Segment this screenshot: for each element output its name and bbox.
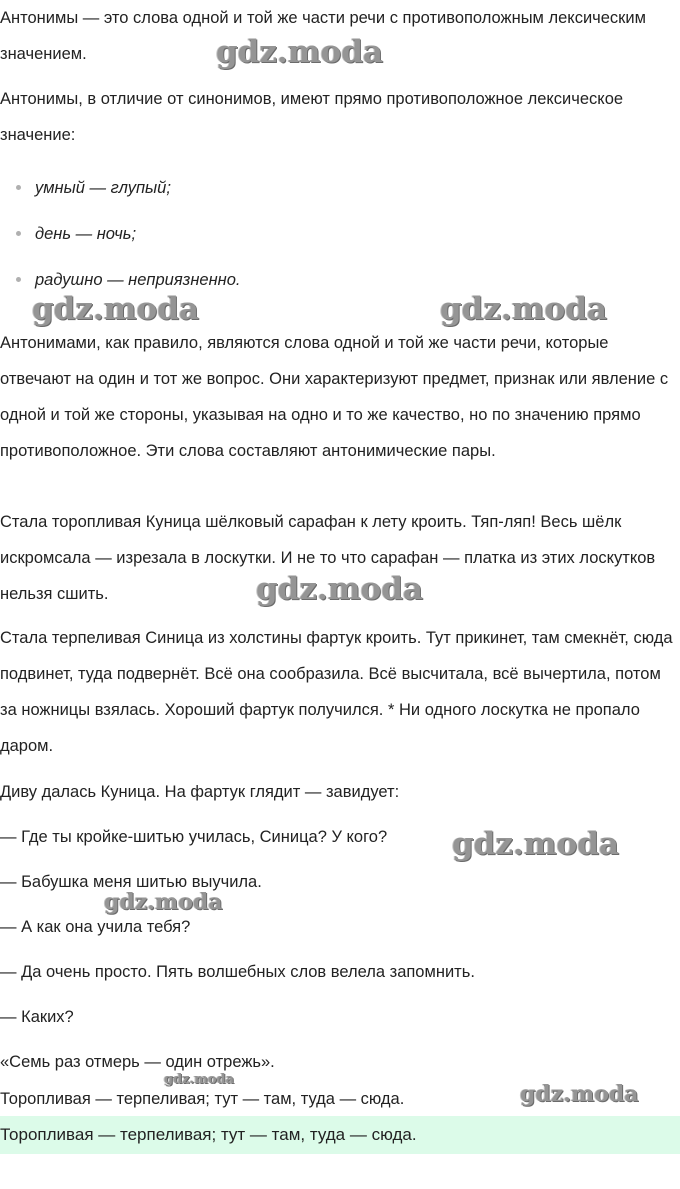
watermark-logo: gdz.moda bbox=[164, 1072, 235, 1087]
watermark-logo: gdz.moda bbox=[452, 826, 619, 862]
dialogue-line: — Каких? bbox=[0, 1008, 74, 1026]
bullet-icon bbox=[16, 277, 21, 282]
answer-line: Торопливая — терпеливая; тут — там, туда — сюда. bbox=[0, 1090, 405, 1108]
watermark-logo: gdz.moda bbox=[256, 571, 423, 607]
bullet-icon bbox=[16, 185, 21, 190]
difference-paragraph: Антонимы, в отличие от синонимов, имеют прямо противоположное лексическое значение: bbox=[0, 90, 624, 144]
example-text: радушно — неприязненно. bbox=[35, 271, 241, 289]
proverb-quote: «Семь раз отмерь — один отрежь». bbox=[0, 1053, 275, 1071]
dialogue-line: — Где ты кройке-шитью училась, Синица? У кого? bbox=[0, 828, 388, 846]
answer-highlight-box bbox=[0, 1116, 680, 1154]
example-text: умный — глупый; bbox=[35, 179, 171, 197]
story-paragraph-1: Стала торопливая Куница шёлковый сарафан к лету кроить. Тяп-ляп! Весь шёлк искромсала — изрезала в лоскутки. И не то что сарафан — платка из этих лоскутков нельзя сшить. bbox=[0, 513, 656, 603]
dialogue-line: — Бабушка меня шитью выучила. bbox=[0, 873, 262, 891]
answer-text: Торопливая — терпеливая; тут — там, туда — сюда. bbox=[0, 1125, 417, 1144]
rule-paragraph: Антонимами, как правило, являются слова одной и той же части речи, которые отвечают на один и тот же вопрос. Они характеризуют предмет, признак или явление с одной и той же стороны, указывая на одно и то же качество, но по значению прямо противоположное. Эти слова составляют антонимические пары. bbox=[0, 334, 669, 460]
definition-paragraph: Антонимы — это слова одной и той же части речи с противоположным лексическим значением. bbox=[0, 9, 646, 63]
story-paragraph-2: Стала терпеливая Синица из холстины фартук кроить. Тут прикинет, там смекнёт, сюда подвинет, туда подвернёт. Всё она сообразила. Всё высчитала, всё вычертила, потом за ножницы взялась. Хороший фартук получился. * Ни одного лоскутка не пропало даром. bbox=[0, 629, 673, 755]
watermark-logo: gdz.moda bbox=[104, 889, 223, 915]
story-paragraph-3: Диву далась Куница. На фартук глядит — завидует: bbox=[0, 783, 400, 801]
watermark-logo: gdz.moda bbox=[32, 291, 199, 327]
dialogue-line: — Да очень просто. Пять волшебных слов велела запомнить. bbox=[0, 963, 475, 981]
watermark-logo: gdz.moda bbox=[216, 34, 383, 70]
examples-list bbox=[0, 167, 680, 305]
dialogue-line: — А как она учила тебя? bbox=[0, 918, 191, 936]
list-item bbox=[0, 213, 680, 259]
list-item bbox=[0, 167, 680, 213]
bullet-icon bbox=[16, 231, 21, 236]
watermark-logo: gdz.moda bbox=[440, 291, 607, 327]
example-text: день — ночь; bbox=[35, 225, 137, 243]
watermark-logo: gdz.moda bbox=[520, 1081, 639, 1107]
